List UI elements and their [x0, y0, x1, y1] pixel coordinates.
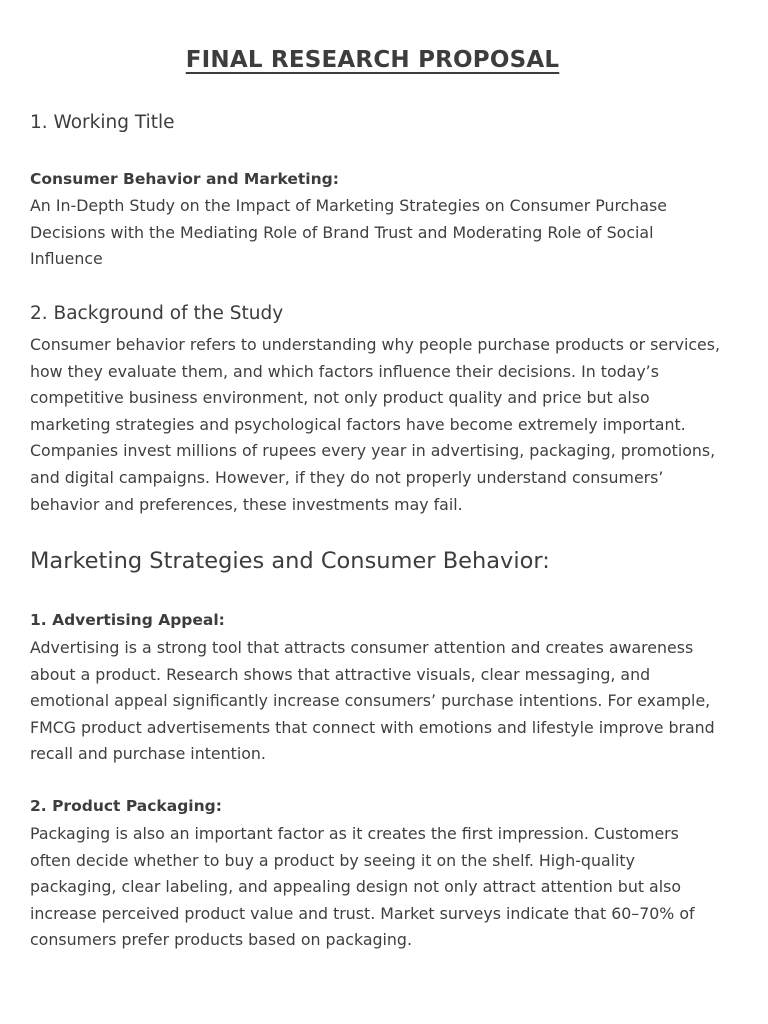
text-line: how they evaluate them, and which factors influence their decisions. In today’s: [30, 361, 659, 381]
advertising-text: [30, 635, 740, 768]
document-title: FINAL RESEARCH PROPOSAL: [185, 47, 560, 73]
working-title-text: [30, 193, 740, 273]
text-line: competitive business environment, not only product quality and price but also: [30, 388, 650, 408]
text-line: Influence: [30, 249, 103, 269]
text-line: recall and purchase intention.: [30, 744, 266, 764]
packaging-label: 2. Product Packaging:: [30, 797, 222, 815]
text-line: An In-Depth Study on the Impact of Marketing Strategies on Consumer Purchase: [30, 196, 667, 215]
text-line: consumers prefer products based on packaging.: [30, 930, 412, 950]
background-heading: 2. Background of the Study: [30, 303, 284, 324]
advertising-label: 1. Advertising Appeal:: [30, 611, 225, 629]
text-line: about a product. Research shows that attractive visuals, clear messaging, and: [30, 664, 651, 684]
text-line: Companies invest millions of rupees every year in advertising, packaging, promotions,: [30, 441, 716, 461]
text-line: Advertising is a strong tool that attracts consumer attention and creates awareness: [30, 638, 694, 657]
text-line: increase perceived product value and trust. Market surveys indicate that 60–70% of: [30, 903, 695, 923]
text-line: emotional appeal significantly increase consumers’ purchase intentions. For example,: [30, 691, 711, 711]
text-line: Decisions with the Mediating Role of Brand Trust and Moderating Role of Social: [30, 222, 654, 242]
text-line: FMCG product advertisements that connect with emotions and lifestyle improve brand: [30, 717, 715, 737]
text-line: often decide whether to buy a product by seeing it on the shelf. High-quality: [30, 850, 635, 870]
working-title-label: Consumer Behavior and Marketing:: [30, 170, 339, 188]
text-line: and digital campaigns. However, if they do not properly understand consumers’: [30, 467, 664, 487]
text-line: Packaging is also an important factor as it creates the first impression. Customers: [30, 824, 679, 843]
packaging-text: [30, 821, 740, 954]
background-text: [30, 332, 740, 518]
text-line: Consumer behavior refers to understanding why people purchase products or services,: [30, 335, 720, 354]
working-title-heading: 1. Working Title: [30, 112, 175, 133]
text-line: behavior and preferences, these investments may fail.: [30, 494, 463, 514]
marketing-heading: Marketing Strategies and Consumer Behavior:: [30, 548, 550, 574]
text-line: packaging, clear labeling, and appealing design not only attract attention but also: [30, 877, 682, 897]
text-line: marketing strategies and psychological factors have become extremely important.: [30, 414, 686, 434]
